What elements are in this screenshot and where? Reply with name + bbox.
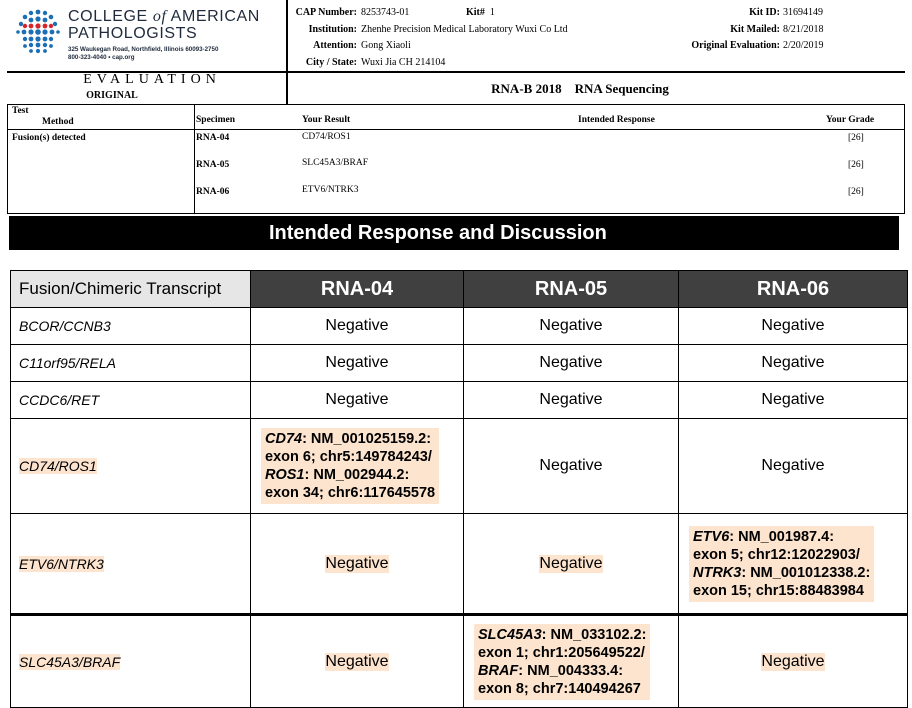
program-title: RNA-B 2018 RNA Sequencing [491,81,669,96]
column-header-transcript: Fusion/Chimeric Transcript [10,271,251,307]
fusion-detail: ETV6: NM_001987.4: exon 5; chr12:12022903/ NTRK3: NM_001012338.2: exon 15; chr15:88483984 [689,526,874,602]
transcript-name: CCDC6/RET [10,382,251,418]
fusion-detail: CD74: NM_001025159.2: exon 6; chr5:149784243/ ROS1: NM_002944.2: exon 34; chr6:117645578 [261,428,439,504]
attention: Gong Xiaoli [361,40,411,51]
kit-id: 31694149 [783,7,823,18]
institution: Zhenhe Precision Medical Laboratory Wuxi Co Ltd [361,23,568,35]
result-box [7,104,905,214]
specimen-cell: RNA-06 [196,187,230,197]
participant-info: CAP Number: 8253743-01 Institution: Zhenhe Precision Medical Laboratory Wuxi Co Ltd Attention: Gong Xiaoli City / State: Wuxi Jia CH 214104 [293,5,568,71]
header-specimen: Specimen [196,115,236,125]
section-banner: Intended Response and Discussion [9,216,899,250]
table-row [10,308,908,345]
fusion-detail: SLC45A3: NM_033102.2: exon 1; chr1:205649522/ BRAF: NM_004333.4: exon 8; chr7:140494267 [474,624,650,700]
rna-04-cell: Negative [251,345,464,381]
cap-dots-icon [14,8,62,56]
rna-05-cell [464,616,679,707]
table-header-row [10,270,908,308]
table-row [10,382,908,419]
column-header-rna-05: RNA-05 [464,271,679,307]
header-divider [286,0,288,104]
rna-06-cell: Negative [679,616,908,707]
kit-info-labels: Kit ID: Kit Mailed: Original Evaluation: [691,7,780,51]
transcript-name: CD74/ROS1 [10,419,251,513]
result-cell: SLC45A3/BRAF [302,158,368,168]
test-name: Fusion(s) detected [12,133,86,143]
header-test: Test [12,106,29,116]
grade-cell: [26] [848,133,864,143]
kit-number: Kit# 1 [466,7,495,18]
rna-05-cell: Negative [464,345,679,381]
kit-mailed: 8/21/2018 [783,23,824,35]
cap-logo [12,6,282,68]
grade-cell: [26] [848,160,864,170]
header-method: Method [42,117,74,127]
cap-address: 325 Waukegan Road, Northfield, Illinois 60093-2750 800-323-4040 • cap.org [68,46,219,61]
transcript-name: C11orf95/RELA [10,345,251,381]
rna-06-cell: Negative [679,308,908,344]
cap-name: COLLEGE of AMERICAN PATHOLOGISTS [68,8,260,42]
grade-cell: [26] [848,187,864,197]
header-your-result: Your Result [302,115,351,125]
rna-04-cell [251,419,464,513]
column-header-rna-04: RNA-04 [251,271,464,307]
table-row [10,419,908,514]
result-header-rule [8,129,904,130]
rna-04-cell: Negative [251,308,464,344]
evaluation-title: EVALUATION [83,72,221,87]
original-evaluation-date: 2/20/2019 [783,40,824,51]
specimen-cell: RNA-04 [196,133,230,143]
table-row [10,345,908,382]
specimen-cell: RNA-05 [196,160,230,170]
rna-05-cell: Negative [464,382,679,418]
result-cell: ETV6/NTRK3 [302,185,359,195]
rna-05-cell: Negative [464,419,679,513]
evaluation-subtitle: ORIGINAL [86,90,138,101]
column-header-rna-06: RNA-06 [679,271,908,307]
table-row [10,514,908,614]
cap-number: 8253743-01 [361,7,410,18]
transcript-name: SLC45A3/BRAF [10,616,251,707]
rna-05-cell: Negative [464,308,679,344]
transcript-name: ETV6/NTRK3 [10,514,251,613]
rna-04-cell: Negative [251,382,464,418]
header-your-grade: Your Grade [826,115,875,125]
city-state: Wuxi Jia CH 214104 [361,56,446,68]
transcript-name: BCOR/CCNB3 [10,308,251,344]
kit-info-values [783,5,824,55]
result-cell: CD74/ROS1 [302,132,351,142]
table-row [10,614,908,708]
result-column-divider [194,105,195,213]
rna-04-cell: Negative [251,514,464,613]
rna-06-cell: Negative [679,419,908,513]
header-intended-response: Intended Response [578,115,655,125]
rna-05-cell: Negative [464,514,679,613]
rna-06-cell [679,514,908,613]
rna-06-cell: Negative [679,382,908,418]
rna-04-cell: Negative [251,616,464,707]
rna-06-cell: Negative [679,345,908,381]
